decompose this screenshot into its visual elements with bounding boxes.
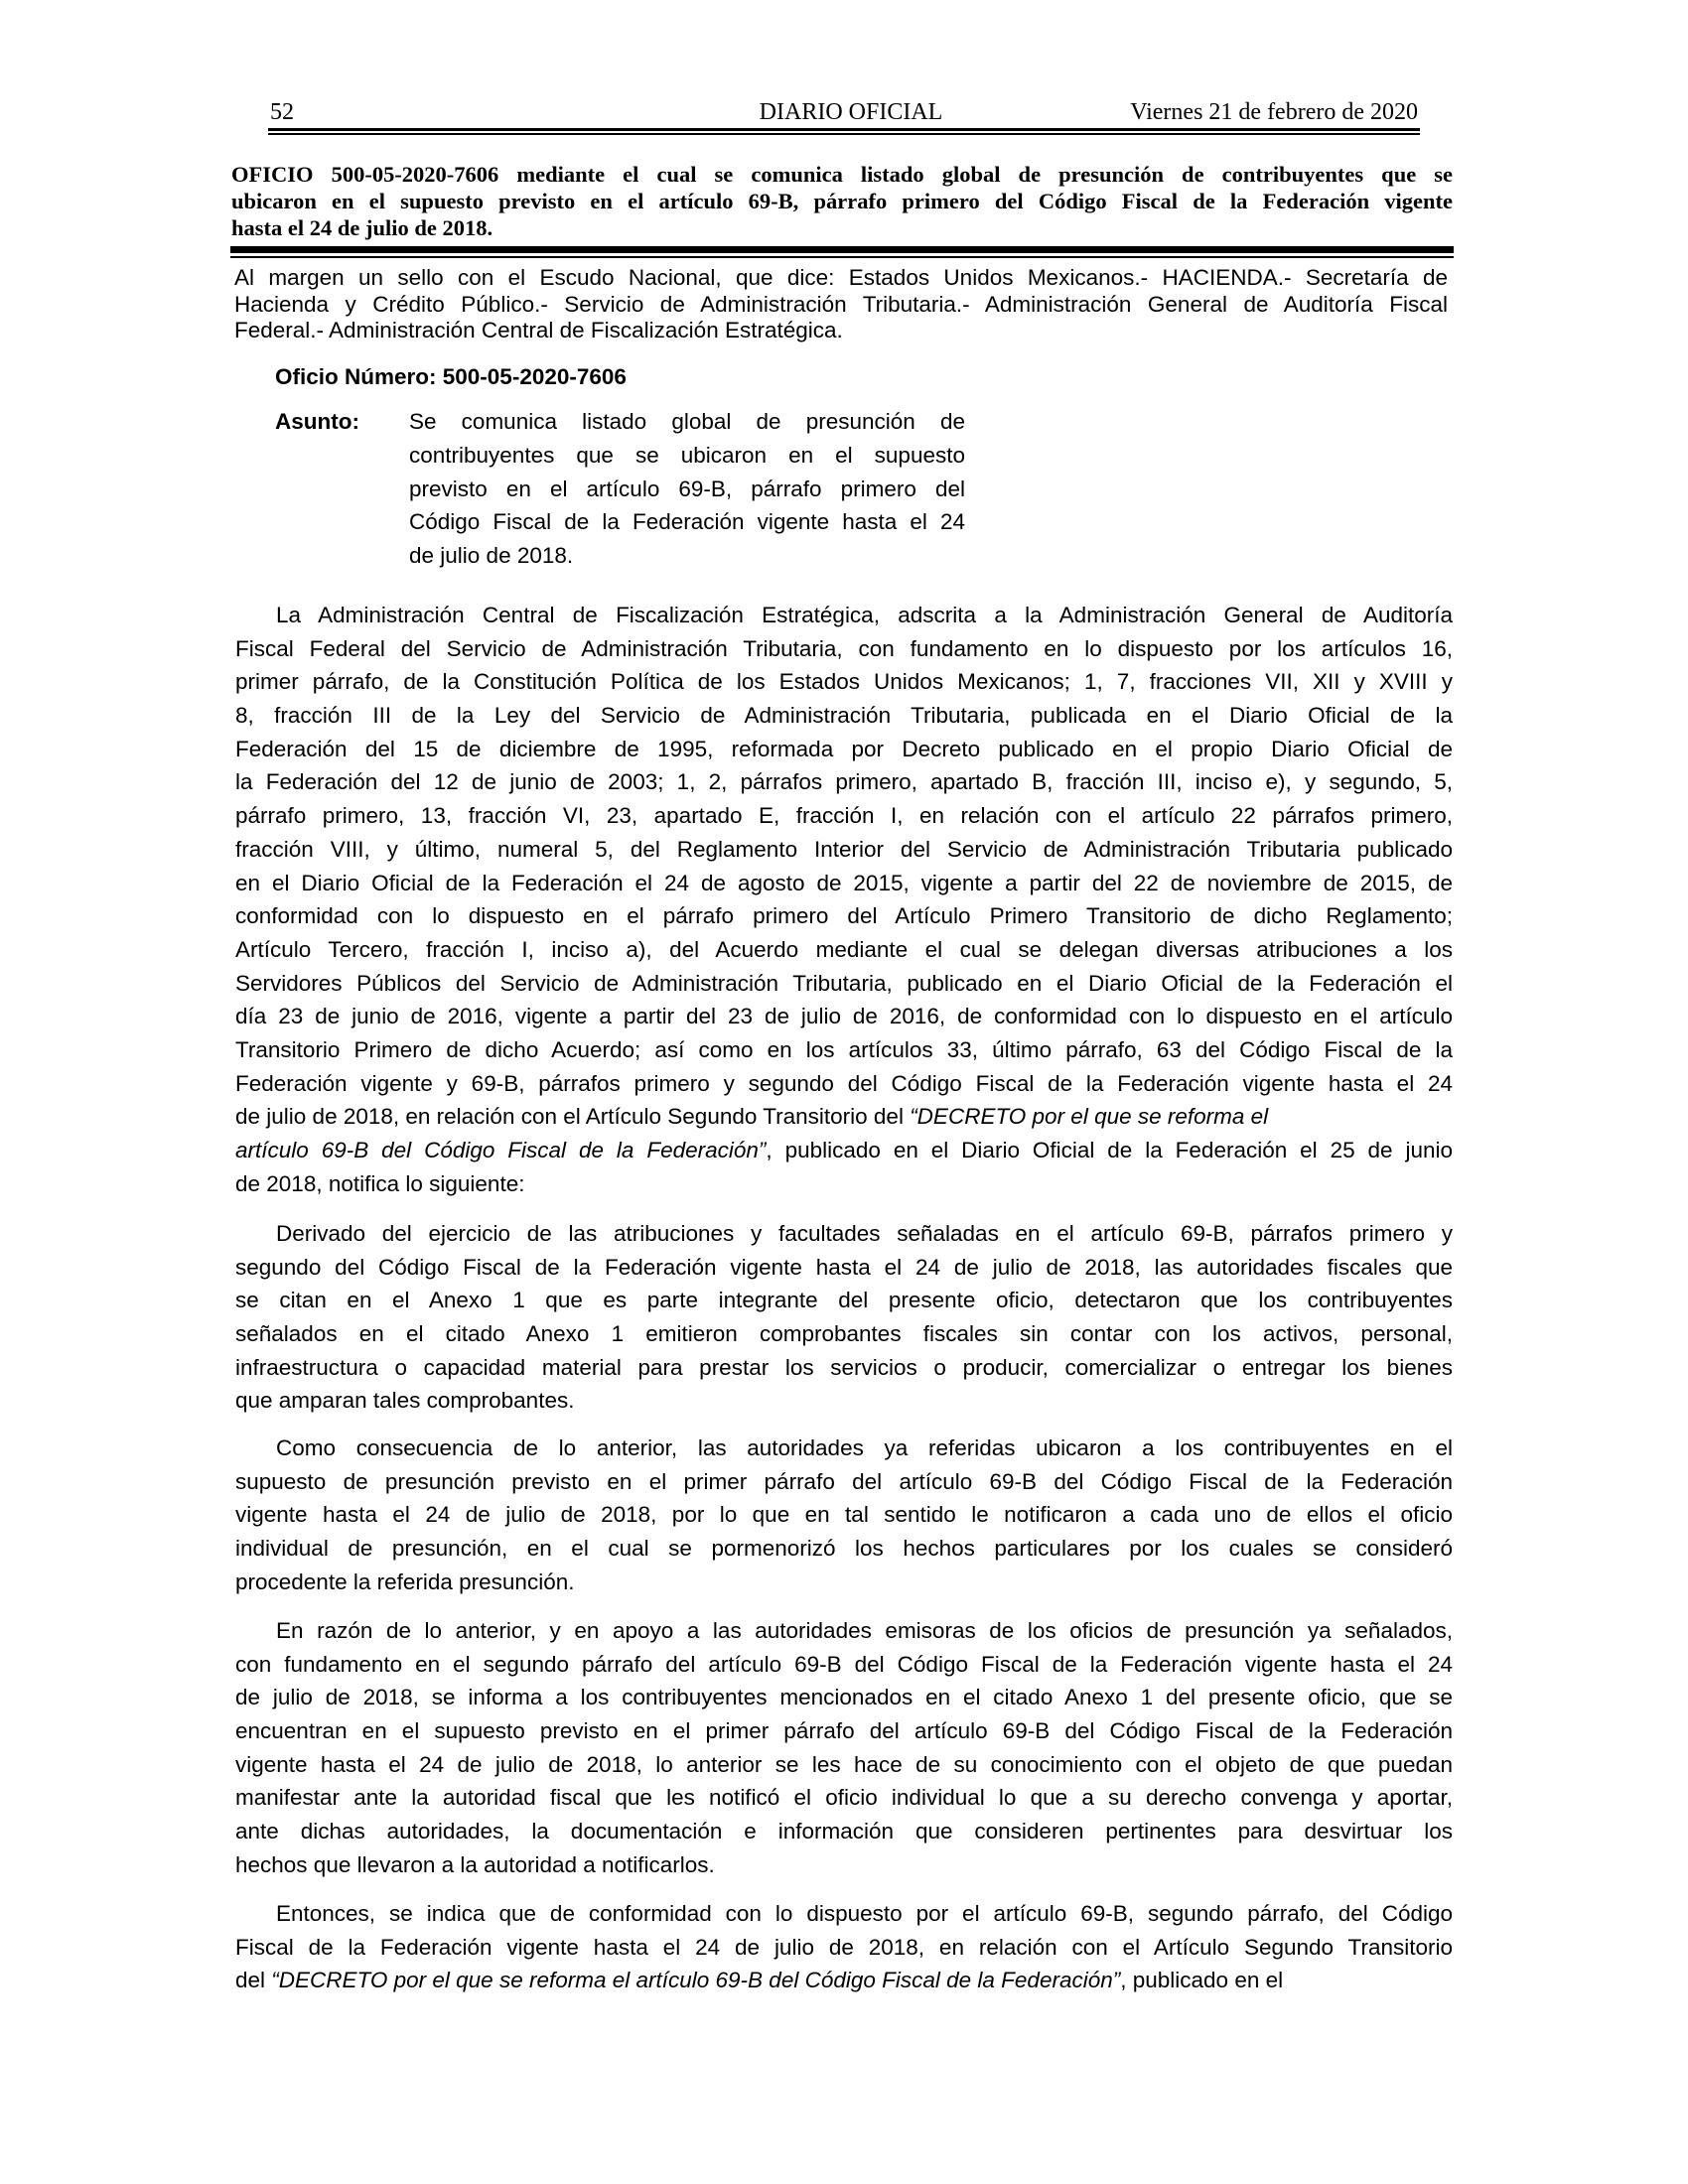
decree-title-italic: artículo 69-B del Código Fiscal de la Federación” — [235, 1138, 767, 1162]
line-text: de julio de 2018, en relación con el Artículo Segundo Transitorio del — [235, 1104, 911, 1130]
paragraph-derivado — [235, 1220, 1453, 1421]
title-line: ubicaron en el supuesto previsto en el artículo 69-B, párrafo primero del Código Fiscal de la Federación vigente — [231, 189, 1453, 213]
paragraph-line: manifestar ante la autoridad fiscal que les notificó el oficio individual lo que a su derecho convenga y aportar, — [235, 1785, 1453, 1811]
document-title — [231, 161, 1453, 241]
paragraph-line: supuesto de presunción previsto en el primer párrafo del artículo 69-B del Código Fiscal de la Federación — [235, 1468, 1453, 1494]
paragraph-line: En razón de lo anterior, y en apoyo a las autoridades emisoras de los oficios de presunción ya señalados, — [276, 1618, 1453, 1643]
paragraph-line: con fundamento en el segundo párrafo del artículo 69-B del Código Fiscal de la Federación vigente hasta el 24 — [235, 1651, 1453, 1677]
paragraph-line: Federación vigente y 69-B, párrafos primero y segundo del Código Fiscal de la Federación vigente hasta el 24 — [235, 1070, 1453, 1096]
asunto-line: de julio de 2018. — [409, 543, 574, 569]
seal-description — [234, 265, 1448, 344]
page-number: 52 — [270, 99, 294, 125]
asunto-line: previsto en el artículo 69-B, párrafo primero del — [409, 476, 965, 501]
asunto-label: Asunto: — [275, 409, 359, 434]
paragraph-line: Fiscal Federal del Servicio de Administración Tributaria, con fundamento en lo dispuesto por los artículos 16, — [235, 635, 1453, 661]
paragraph-line: Servidores Públicos del Servicio de Administración Tributaria, publicado en el Diario Oficial de la Federación el — [235, 970, 1453, 996]
publication-date: Viernes 21 de febrero de 2020 — [1130, 99, 1418, 125]
paragraph-line: Como consecuencia de lo anterior, las autoridades ya referidas ubicaron a los contribuyentes en el — [276, 1435, 1453, 1460]
title-line: OFICIO 500-05-2020-7606 mediante el cual se comunica listado global de presunción de contribuyentes que se — [231, 162, 1453, 187]
asunto-line: Se comunica listado global de presunción de — [409, 409, 965, 434]
asunto-text — [409, 408, 965, 576]
paragraph-line: infraestructura o capacidad material para prestar los servicios o producir, comercializar o entregar los bienes — [235, 1354, 1453, 1380]
title-rule-thin — [230, 256, 1454, 258]
decree-title-italic: “DECRETO por el que se reforma el artículo 69-B del Código Fiscal de la Federación” — [271, 1968, 1121, 1993]
paragraph-line: segundo del Código Fiscal de la Federación vigente hasta el 24 de julio de 2018, las autoridades fiscales que — [235, 1254, 1453, 1280]
paragraph-line: individual de presunción, en el cual se pormenorizó los hechos particulares por los cuales se consideró — [235, 1536, 1453, 1562]
header-rule-thin — [268, 133, 1420, 135]
paragraph-line: día 23 de junio de 2016, vigente a partir del 23 de julio de 2016, de conformidad con lo dispuesto en el artículo — [235, 1004, 1453, 1029]
seal-line: Federal.- Administración Central de Fiscalización Estratégica. — [234, 318, 843, 342]
publication-name: DIARIO OFICIAL — [759, 99, 943, 125]
paragraph-line: primer párrafo, de la Constitución Política de los Estados Unidos Mexicanos; 1, 7, fracciones VII, XII y XVIII y — [235, 669, 1453, 695]
title-rule-thick — [230, 246, 1454, 253]
paragraph-line: Transitorio Primero de dicho Acuerdo; así como en los artículos 33, último párrafo, 63 del Código Fiscal de la — [235, 1036, 1453, 1062]
paragraph-line: Artículo Tercero, fracción I, inciso a), del Acuerdo mediante el cual se delegan diversas atribuciones a los — [235, 936, 1453, 962]
asunto-line: Código Fiscal de la Federación vigente hasta el 24 — [409, 509, 965, 535]
paragraph-line: encuentran en el supuesto previsto en el primer párrafo del artículo 69-B del Código Fiscal de la Federación — [235, 1718, 1453, 1744]
paragraph-line: Fiscal de la Federación vigente hasta el 24 de julio de 2018, en relación con el Artículo Segundo Transitorio — [235, 1934, 1453, 1960]
seal-line: Al margen un sello con el Escudo Nacional, que dice: Estados Unidos Mexicanos.- HACIENDA.- Secretaría de — [234, 265, 1448, 290]
paragraph-line: señalados en el citado Anexo 1 emitieron comprobantes fiscales sin contar con los activos, personal, — [235, 1321, 1453, 1347]
line-text: , publicado en el Diario Oficial de la Federación el 25 de junio — [766, 1138, 1453, 1162]
oficio-number: Oficio Número: 500-05-2020-7606 — [275, 364, 627, 389]
header-rule-thick — [268, 128, 1420, 131]
line-text: , publicado en el — [1120, 1968, 1284, 1993]
paragraph-line: se citan en el Anexo 1 que es parte integrante del presente oficio, detectaron que los contribuyentes — [235, 1288, 1453, 1313]
paragraph-line: La Administración Central de Fiscalización Estratégica, adscrita a la Administración General de Auditoría — [276, 603, 1453, 627]
decree-title-italic: “DECRETO por el que se reforma el — [910, 1104, 1269, 1130]
paragraph-line — [235, 1967, 1455, 2000]
paragraph-line: ante dichas autoridades, la documentación e información que consideren pertinentes para desvirtuar los — [235, 1819, 1453, 1844]
paragraph-consecuencia — [235, 1434, 1453, 1601]
title-line: hasta el 24 de julio de 2018. — [231, 215, 493, 240]
paragraph-line: la Federación del 12 de junio de 2003; 1, 2, párrafos primero, apartado B, fracción III, inciso e), y segundo, 5, — [235, 769, 1453, 795]
paragraph-line: párrafo primero, 13, fracción VI, 23, apartado E, fracción I, en relación con el artículo 22 párrafos primero, — [235, 803, 1453, 829]
line-text: del — [235, 1968, 272, 1993]
paragraph-fundamento — [235, 602, 1453, 1203]
asunto-line: contribuyentes que se ubicaron en el supuesto — [409, 442, 965, 468]
paragraph-line: de julio de 2018, se informa a los contribuyentes mencionados en el citado Anexo 1 del presente oficio, que se — [235, 1685, 1453, 1710]
paragraph-line: fracción VIII, y último, numeral 5, del Reglamento Interior del Servicio de Administración Tributaria publicado — [235, 836, 1453, 862]
paragraph-line: en el Diario Oficial de la Federación el 24 de agosto de 2015, vigente a partir del 22 de noviembre de 2015, de — [235, 870, 1453, 895]
paragraph-line: de 2018, notifica lo siguiente: — [235, 1170, 525, 1196]
paragraph-line: hechos que llevaron a la autoridad a notificarlos. — [235, 1851, 715, 1877]
paragraph-line — [235, 1137, 1453, 1170]
paragraph-line: Entonces, se indica que de conformidad con lo dispuesto por el artículo 69-B, segundo párrafo, del Código — [276, 1901, 1453, 1926]
paragraph-razon — [235, 1617, 1453, 1885]
paragraph-line: Federación del 15 de diciembre de 1995, reformada por Decreto publicado en el propio Diario Oficial de — [235, 736, 1453, 761]
paragraph-entonces — [235, 1900, 1453, 2000]
paragraph-line: vigente hasta el 24 de julio de 2018, lo anterior se les hace de su conocimiento con el objeto de que puedan — [235, 1751, 1453, 1777]
paragraph-line: 8, fracción III de la Ley del Servicio de Administración Tributaria, publicada en el Diario Oficial de la — [235, 703, 1453, 729]
seal-line: Hacienda y Crédito Público.- Servicio de Administración Tributaria.- Administración General de Auditoría Fiscal — [234, 291, 1448, 317]
paragraph-line: procedente la referida presunción. — [235, 1569, 575, 1594]
paragraph-line: Derivado del ejercicio de las atribuciones y facultades señaladas en el artículo 69-B, párrafos primero y — [276, 1221, 1453, 1246]
paragraph-line: que amparan tales comprobantes. — [235, 1388, 575, 1414]
paragraph-line — [235, 1103, 1455, 1137]
paragraph-line: conformidad con lo dispuesto en el párrafo primero del Artículo Primero Transitorio de dicho Reglamento; — [235, 903, 1453, 929]
paragraph-line: vigente hasta el 24 de julio de 2018, por lo que en tal sentido le notificaron a cada uno de ellos el oficio — [235, 1502, 1453, 1528]
